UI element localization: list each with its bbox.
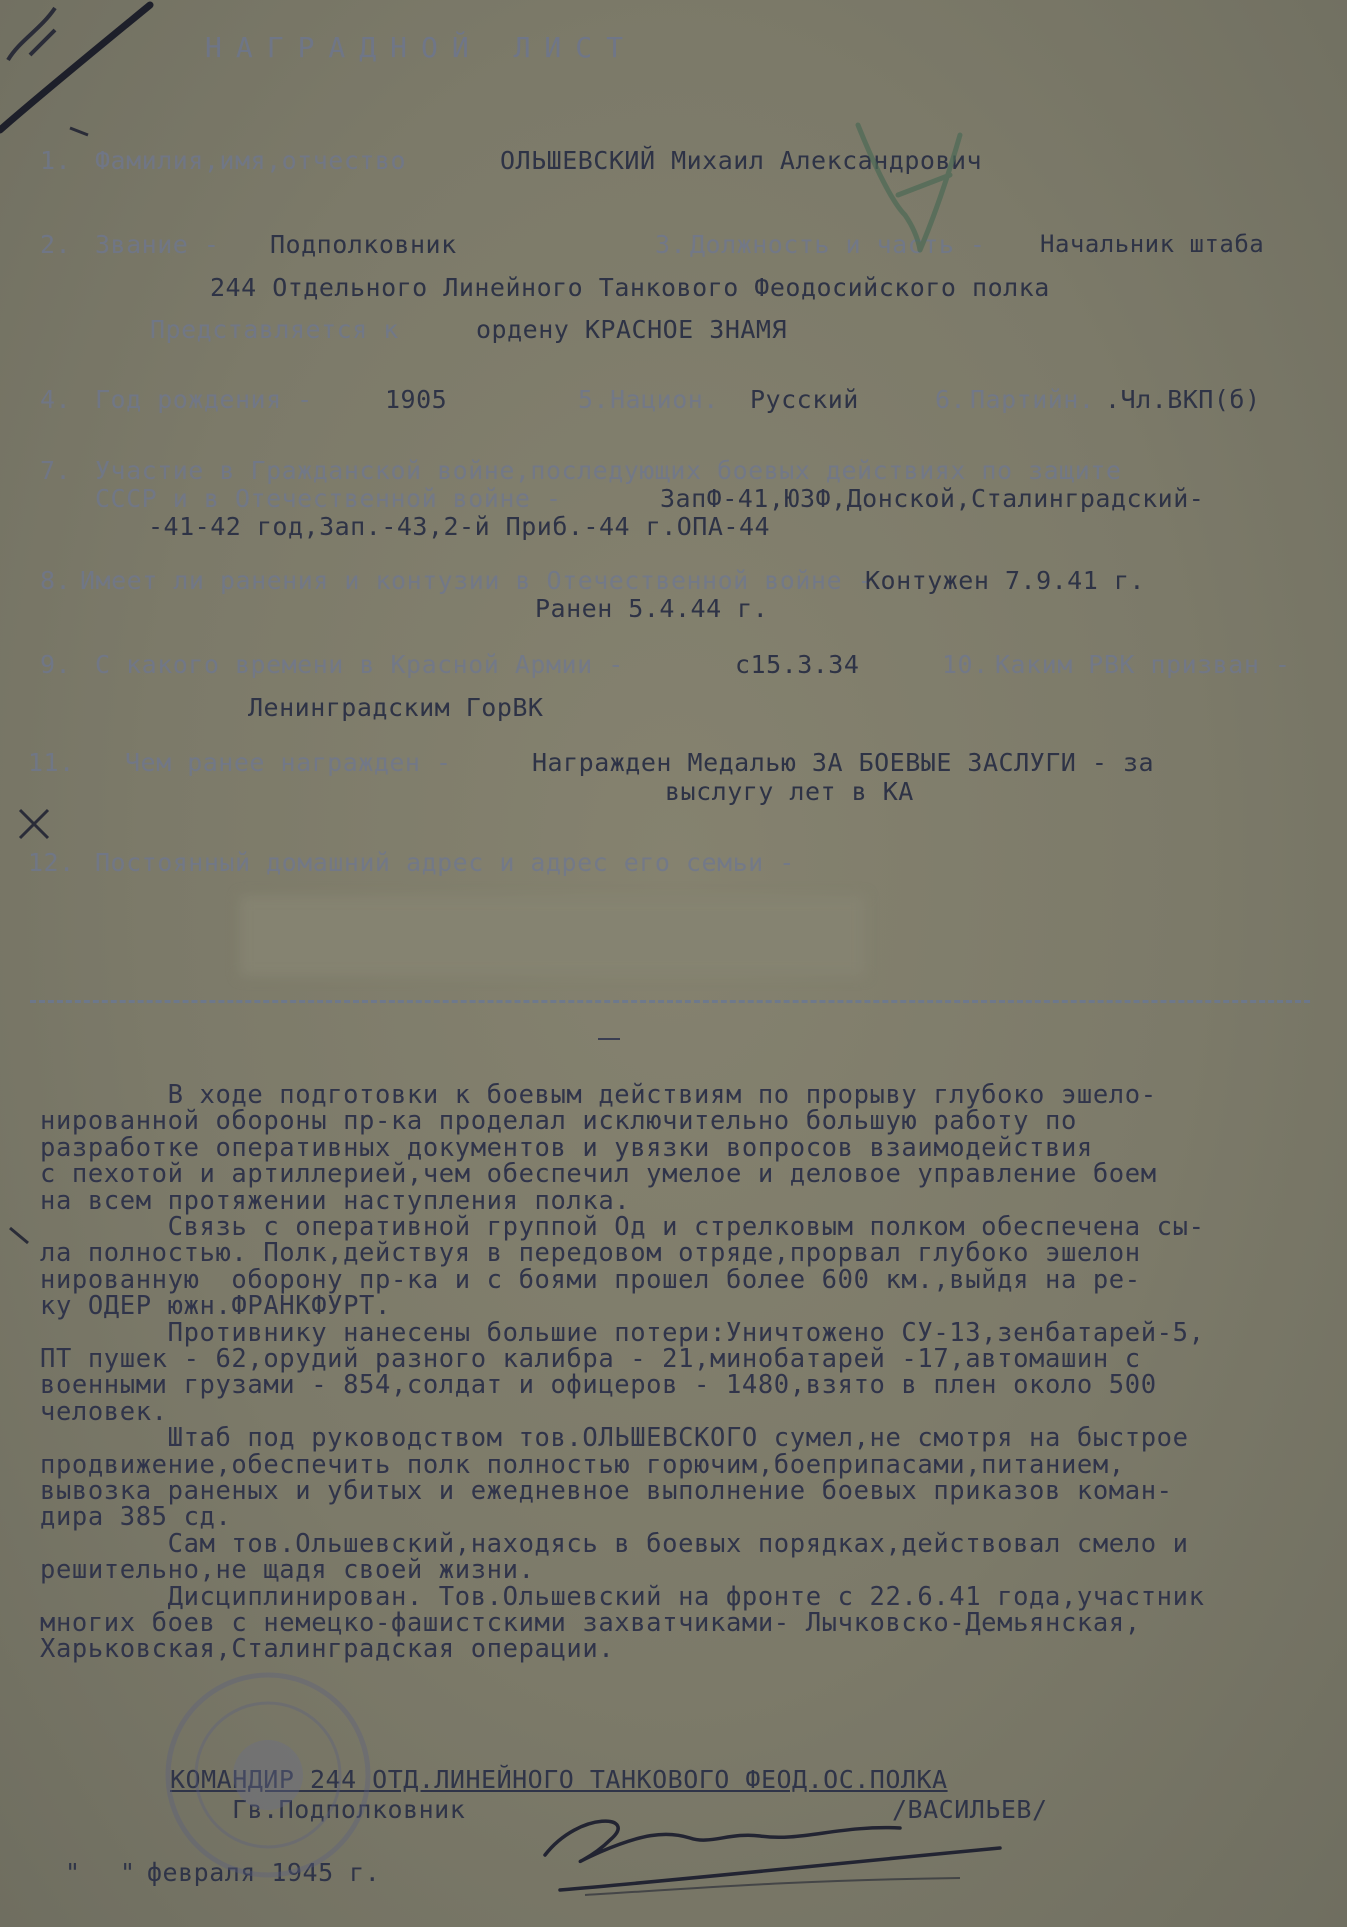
citation-line: военными грузами - 854,солдат и офицеров - 1480,взято в плен около 500: [40, 1370, 1157, 1401]
citation-line: Противнику нанесены большие потери:Уничтожено СУ-13,зенбатарей-5,: [40, 1317, 1205, 1348]
field-3-label: Должность и часть -: [690, 230, 986, 259]
field-8-value-line-2: Ранен 5.4.44 г.: [535, 594, 769, 623]
citation-line: нированной обороны пр-ка проделал исключительно большую работу по: [40, 1106, 1077, 1137]
handwritten-resolution-mark-icon: [858, 125, 960, 250]
corner-pen-stroke-icon: [0, 5, 150, 130]
citation-line: В ходе подготовки к боевым действиям по прорыву глубоко эшело-: [40, 1080, 1157, 1110]
citation-line: с пехотой и артиллерией,чем обеспечил умелое и деловое управление боем: [40, 1159, 1157, 1190]
field-1-number: 1.: [40, 146, 72, 175]
field-4-value: 1905: [385, 385, 448, 414]
date-text: февраля 1945 г.: [147, 1858, 381, 1887]
document-title: НАГРАДНОЙ ЛИСТ: [205, 31, 638, 64]
field-8-value-line-1: Контужен 7.9.41 г.: [865, 566, 1145, 595]
field-4-label: Год рождения -: [95, 385, 313, 414]
nomination-value: ордену КРАСНОЕ ЗНАМЯ: [476, 315, 788, 344]
field-4-number: 4.: [40, 385, 72, 414]
margin-mark-icon: [10, 128, 88, 1243]
citation-line: нированную оборону пр-ка и с боями прошел более 600 км.,выйдя на ре-: [40, 1264, 1141, 1295]
citation-line: Харьковская,Сталинградская операции.: [40, 1634, 615, 1665]
field-6-value: .Чл.ВКП(б): [1105, 385, 1261, 414]
citation-line: ПТ пушек - 62,орудий разного калибра - 21,минобатарей -17,автомашин с: [40, 1344, 1141, 1374]
date-day-blank: ": [120, 1858, 136, 1887]
field-5-number: 5.: [578, 385, 610, 414]
field-5-value: Русский: [750, 385, 859, 414]
field-7-value-line-2: -41-42 год,Зап.-43,2-й Приб.-44 г.ОПА-44: [148, 512, 771, 541]
nomination-label: Представляется к: [150, 315, 399, 344]
citation-line: ла полностью. Полк,действуя в передовом отряде,прорвал глубоко эшелон: [40, 1238, 1141, 1269]
field-2-label: Звание -: [95, 230, 220, 259]
stamp-seal-icon: [168, 1675, 368, 1875]
handwritten-signature-icon: [545, 1821, 1000, 1890]
citation-line: Штаб под руководством тов.ОЛЬШЕВСКОГО сумел,не смотря на быстрое: [40, 1423, 1189, 1454]
citation-line: многих боев с немецко-фашистскими захватчиками- Лычковско-Демьянская,: [40, 1608, 1141, 1638]
citation-line: Дисциплинирован. Тов.Ольшевский на фронте с 22.6.41 года,участник: [40, 1581, 1205, 1612]
citation-line: разработке оперативных документов и увязки вопросов взаимодействия: [40, 1132, 1093, 1163]
citation-line: Сам тов.Ольшевский,находясь в боевых порядках,действовал смело и: [40, 1528, 1189, 1559]
field-11-value-line-2: выслугу лет в КА: [665, 777, 914, 806]
citation-line: дира 385 сд.: [40, 1502, 232, 1533]
field-11-label: Чем ранее награжден -: [125, 748, 452, 777]
field-6-number: 6.: [935, 385, 967, 414]
field-10-label: Каким РВК призван -: [995, 650, 1291, 679]
field-3-value: Начальник штаба: [1040, 230, 1265, 258]
signature-name: /ВАСИЛЬЕВ/: [892, 1795, 1048, 1824]
field-2-number: 2.: [40, 230, 72, 259]
field-12-label: Постоянный домашний адрес и адрес его семьи -: [95, 848, 795, 877]
field-6-label: Партийн.: [970, 385, 1095, 414]
unit-name: 244 Отдельного Линейного Танкового Феодосийского полка: [210, 273, 1050, 302]
field-8-label: Имеет ли ранения и контузии в Отечественной войне -: [80, 566, 874, 595]
citation-line: Связь с оперативной группой Од и стрелковым полком обеспечена сы-: [40, 1212, 1205, 1242]
signature-rank: Гв.Подполковник: [232, 1795, 466, 1824]
field-8-number: 8.: [40, 566, 72, 595]
citation-line: решительно,не щадя своей жизни.: [40, 1555, 535, 1586]
citation-line: продвижение,обеспечить полк полностью горючим,боеприпасами,питанием,: [40, 1449, 1125, 1480]
field-7-label-line-2: СССР и в Отечественной войне -: [95, 484, 562, 513]
field-2-value: Подполковник: [270, 230, 457, 259]
field-7-number: 7.: [40, 456, 72, 485]
signature-title: КОМАНДИР 244 ОТД.ЛИНЕЙНОГО ТАНКОВОГО ФЕОД.ОС.ПОЛКА: [170, 1765, 948, 1794]
field-9-number: 9.: [40, 650, 72, 679]
citation-line: ку ОДЕР южн.ФРАНКФУРТ.: [40, 1291, 391, 1322]
field-12-number: 12.: [28, 848, 75, 877]
field-10-value: Ленинградским ГорВК: [248, 693, 544, 722]
corner-pen-scribble-icon: [8, 8, 55, 60]
date-quote-open: ": [65, 1858, 81, 1887]
field-11-value-line-1: Награжден Медалью ЗА БОЕВЫЕ ЗАСЛУГИ - за: [532, 748, 1155, 777]
field-10-number: 10.: [942, 650, 989, 679]
citation-line: на всем протяжении наступления полка.: [40, 1185, 631, 1216]
field-9-value: с15.3.34: [735, 650, 860, 679]
field-1-label: Фамилия,имя,отчество: [95, 146, 407, 175]
field-5-label: Национ.: [610, 385, 719, 414]
field-9-label: С какого времени в Красной Армии -: [95, 650, 624, 679]
field-11-number: 11.: [28, 748, 75, 777]
citation-line: вывозка раненых и убитых и ежедневное выполнение боевых приказов коман-: [40, 1476, 1173, 1506]
citation-line: человек.: [40, 1396, 168, 1427]
field-7-value-line-1: ЗапФ-41,ЮЗФ,Донской,Сталинградский-: [660, 484, 1205, 513]
field-7-label-line-1: Участие в Гражданской войне,последующих боевых действиях по защите: [95, 456, 1122, 485]
field-1-value: ОЛЬШЕВСКИЙ Михаил Александрович: [500, 146, 983, 175]
field-3-number: 3.: [655, 230, 687, 259]
